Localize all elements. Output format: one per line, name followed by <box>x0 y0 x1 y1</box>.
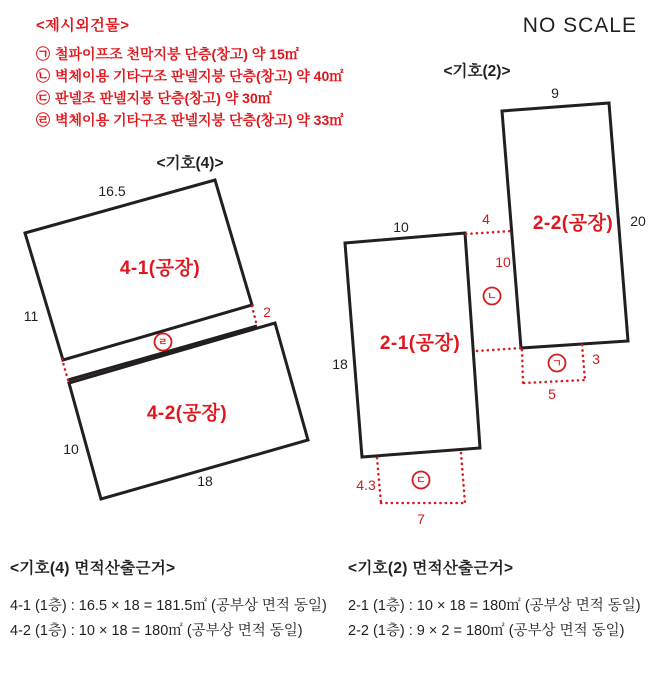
calc-block-group4 <box>10 556 340 644</box>
annex-d-right-dotted <box>461 453 465 503</box>
group2-label: <기호(2)> <box>443 63 511 80</box>
dim-2-2-right: 20 <box>630 213 646 229</box>
annex-g-symbol-letter: ㄱ <box>552 358 562 370</box>
dim-2-2-top: 9 <box>551 85 559 101</box>
annex-g-bottom-dotted <box>524 380 585 383</box>
dim-4-2-left: 10 <box>63 441 79 457</box>
annex-g-right-dotted <box>582 345 585 380</box>
building-2-2-name: 2-2(공장) <box>532 213 614 234</box>
dim-annex-g-bottom: 5 <box>548 386 556 402</box>
legend-title: <제시외건물> <box>36 17 130 34</box>
dim-2-1-top: 10 <box>393 219 409 235</box>
dim-4-1-left: 11 <box>23 308 39 324</box>
legend-item-c-text: 판넬조 판넬지붕 단층(창고) 약 30㎡ <box>55 90 272 106</box>
building-4-2-name: 4-2(공장) <box>146 403 228 424</box>
circled-g-icon: ㉠ <box>36 46 50 62</box>
circled-d-icon: ㉢ <box>36 90 50 106</box>
dim-annex-n-gap: 4 <box>482 211 490 227</box>
annex-n-bottom-dotted <box>477 348 521 351</box>
no-scale-label: NO SCALE <box>522 14 637 37</box>
legend-item-a-text: 철파이프조 천막지붕 단층(창고) 약 15㎡ <box>55 46 299 62</box>
calc-block-group2 <box>348 556 663 644</box>
annex-r-right-dotted <box>252 306 257 326</box>
dim-annex-r-width: 2 <box>263 304 271 320</box>
dim-annex-d-bottom: 7 <box>417 511 425 527</box>
circled-n-icon: ㉡ <box>36 68 50 84</box>
legend-item-d-text: 벽체이용 기타구조 판넬지붕 단층(창고) 약 33㎡ <box>55 112 344 128</box>
dim-4-2-bottom: 18 <box>197 473 213 489</box>
annex-d-symbol-letter: ㄷ <box>416 475 426 487</box>
annex-g-left-dotted <box>522 350 523 383</box>
annex-r-left-dotted <box>62 359 68 380</box>
calc-group4-line-2: 4-2 (1층) : 10 × 18 = 180㎡ (공부상 면적 동일) <box>10 623 303 639</box>
calc-group2-title: <기호(2) 면적산출근거> <box>348 560 514 577</box>
building-4-1-name: 4-1(공장) <box>119 258 201 279</box>
annex-d-left-dotted <box>377 458 381 503</box>
building-2-1-name: 2-1(공장) <box>379 333 461 354</box>
dim-annex-n-height: 10 <box>495 254 511 270</box>
dim-annex-d-left: 4.3 <box>356 477 376 493</box>
annex-r-symbol-letter: ㄹ <box>158 337 168 349</box>
calc-group2-line-1: 2-1 (1층) : 10 × 18 = 180㎡ (공부상 면적 동일) <box>348 598 641 614</box>
dim-2-1-left: 18 <box>332 356 348 372</box>
circled-r-icon: ㉣ <box>36 112 50 128</box>
calc-group4-line-1: 4-1 (1층) : 16.5 × 18 = 181.5㎡ (공부상 면적 동일) <box>10 598 327 614</box>
legend-item-b-text: 벽체이용 기타구조 판넬지붕 단층(창고) 약 40㎡ <box>55 68 344 84</box>
calc-group2-line-2: 2-2 (1층) : 9 × 2 = 180㎡ (공부상 면적 동일) <box>348 623 625 639</box>
annex-n-symbol-letter: ㄴ <box>487 291 497 303</box>
annex-n-top-dotted <box>466 231 512 234</box>
dim-annex-g-right: 3 <box>592 351 600 367</box>
group4-label: <기호(4)> <box>156 155 224 172</box>
dim-4-1-top: 16.5 <box>98 183 126 199</box>
calc-group4-title: <기호(4) 면적산출근거> <box>10 560 176 577</box>
